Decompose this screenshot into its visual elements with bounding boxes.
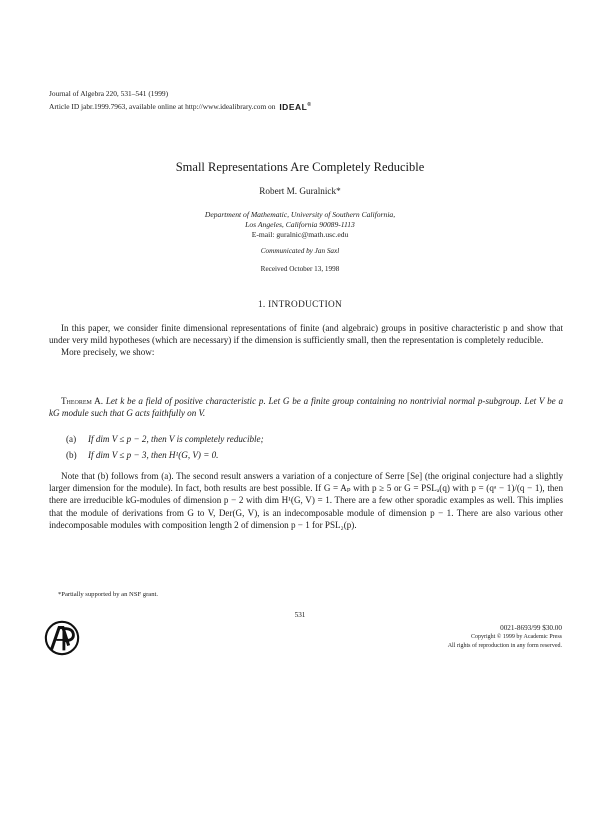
footnote: *Partially supported by an NSF grant.	[58, 591, 158, 598]
intro-lead: More precisely, we show:	[61, 347, 155, 358]
ideal-logo-text: IDEAL	[279, 101, 308, 112]
body-text: Note that (b) follows from (a). The second result answers a variation of a conjecture of Serre [Se] (the original conjecture had a slightly larger dimension for the module). In fact, both results are best possible. If G = Aₚ with p ≥ 5 or G = PSLₐ(q) with p = (qᵃ − 1)/(q − 1), then there are irreducible kG-modules of dimension p − 2 with dim H¹(G, V) = 1. There are a few other sporadic examples as well. This implies that the module of derivations from G to V, Der(G, V), is an indecomposable module of dimension p − 1. There are also various other indecomposable modules with composition length 2 of dimension p − 1 for PSL₂(p).	[49, 471, 563, 530]
issn-price: 0021-8693/99 $30.00	[500, 624, 562, 632]
author-email: E-mail: guralnic@math.usc.edu	[251, 230, 349, 239]
theorem-statement: Let k be a field of positive characteristic p. Let G be a finite group containing no nontrivial normal p-subgroup. Let V be a kG module such that G acts faithfully on V.	[49, 396, 564, 419]
body-paragraph	[49, 470, 563, 531]
communicated-by: Communicated by Jan Saxl	[260, 247, 340, 255]
affiliation-line-1: Department of Mathematic, University of Southern California,	[204, 210, 396, 219]
intro-text: In this paper, we consider finite dimensional representations of finite (and algebraic) groups in positive characteristic p and show that under very mild hypotheses (which are necessary) if the dimension is sufficiently small, then the representation is completely reducible.	[49, 323, 563, 346]
affiliation	[0, 210, 600, 240]
journal-header	[49, 89, 312, 112]
journal-citation: Journal of Algebra 220, 531–541 (1999)	[49, 89, 169, 98]
item-a-label: (a)	[66, 434, 77, 444]
theorem-label: Theorem A.	[61, 396, 104, 406]
intro-paragraph	[49, 322, 563, 359]
affiliation-line-2: Los Angeles, California 90089-1113	[245, 220, 355, 229]
theorem-item-b	[66, 450, 218, 460]
rights-line: All rights of reproduction in any form reserved.	[447, 643, 562, 649]
received-date: Received October 13, 1998	[260, 265, 340, 273]
paper-title: Small Representations Are Completely Reducible	[175, 160, 425, 174]
page-number: 531	[294, 611, 306, 619]
academic-press-logo	[43, 619, 81, 657]
publisher-info	[230, 623, 562, 651]
article-id-line	[49, 100, 312, 112]
author-name: Robert M. Guralnick*	[259, 186, 341, 196]
theorem-a	[49, 395, 563, 419]
ideal-logo: IDEAL®	[279, 101, 312, 112]
item-b-label: (b)	[66, 450, 77, 460]
item-b-text: If dim V ≤ p − 3, then H¹(G, V) = 0.	[88, 450, 219, 460]
item-a-text: If dim V ≤ p − 2, then V is completely reducible;	[88, 434, 264, 444]
article-id-text: Article ID jabr.1999.7963, available online at http://www.idealibrary.com on	[49, 101, 276, 111]
theorem-item-a	[66, 434, 264, 444]
copyright-line: Copyright © 1999 by Academic Press	[470, 634, 562, 640]
section-heading: 1. INTRODUCTION	[257, 300, 343, 310]
